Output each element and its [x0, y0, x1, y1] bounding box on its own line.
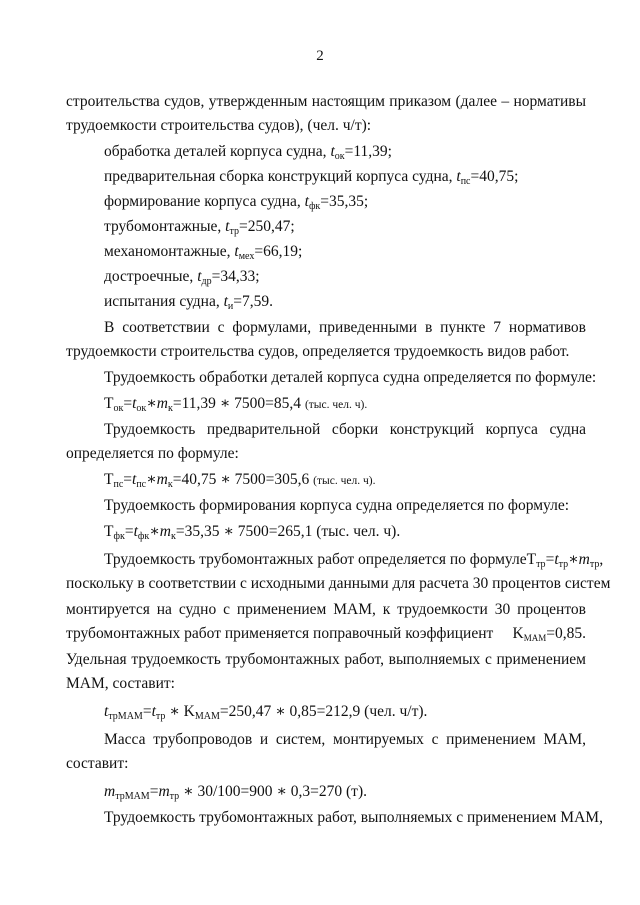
text-line: Трудоемкость обработки деталей корпуса судна определяется по формуле:	[104, 369, 597, 386]
text-line: трудоемкости строительства судов, определяется трудоемкость видов работ.	[66, 343, 570, 360]
text-line: монтируется на судно с применением МАМ, к трудоемкости 30 процентов	[66, 601, 586, 618]
text-line: Трудоемкость формирования корпуса судна определяется по формуле:	[104, 497, 570, 514]
page-number: 2	[316, 48, 324, 64]
text-line: МАМ, составит:	[66, 675, 175, 692]
formula: $Т_{пс}=t_{пс}∗m_к=40,75$ ∗ 7500=305,6 (тыс. чел. ч).	[104, 471, 376, 490]
formula: $m_{трМАМ}=m_{тр}$ ∗ 30/100=900 ∗ 0,3=270 (т).	[104, 783, 367, 802]
text-line: строительства судов, утвержденным настоящим приказом (далее – нормативы	[66, 93, 586, 110]
text-line: трубомонтажных работ применяется поправочный коэффициент $K_{МАМ}=0,85$.	[66, 625, 586, 643]
text-line: поскольку в соответствии с исходными данными для расчета 30 процентов систем	[66, 575, 611, 592]
list-item: механомонтажные, $t_{мех}=66,19$;	[104, 243, 303, 262]
text-line: определяется по формуле:	[66, 445, 239, 462]
text-line: Трудоемкость предварительной сборки конструкций корпуса судна	[104, 421, 586, 438]
list-item: испытания судна, $t_и=7,59$.	[104, 293, 274, 312]
text-line: Трудоемкость трубомонтажных работ, выполняемых с применением МАМ,	[104, 809, 603, 826]
text-line: Удельная трудоемкость трубомонтажных работ, выполняемых с применением	[66, 651, 586, 668]
list-item: обработка деталей корпуса судна, $t_{ок}=11,39$;	[104, 143, 392, 162]
formula: $Т_{ок}=t_{ок}∗m_к=11,39$ ∗ 7500=85,4 (тыс. чел. ч).	[104, 395, 368, 414]
list-item: формирование корпуса судна, $t_{фк}=35,35$;	[104, 193, 369, 212]
formula: $Т_{фк}=t_{фк}∗m_к=35,35$ ∗ 7500=265,1 (тыс. чел. ч).	[104, 523, 401, 542]
text-line: Трудоемкость трубомонтажных работ определяется по формуле $Т_{тр}=t_{тр}∗m_{тр}$,	[104, 551, 604, 570]
list-item: трубомонтажные, $t_{тр}=250,47$;	[104, 218, 295, 237]
text-line: трудоемкости строительства судов), (чел. ч/т):	[66, 117, 372, 134]
text-line: Масса трубопроводов и систем, монтируемых с применением МАМ,	[104, 731, 586, 748]
text-line: В соответствии с формулами, приведенными в пункте 7 нормативов	[104, 319, 586, 336]
list-item: достроечные, $t_{др}=34,33$;	[104, 268, 260, 287]
formula: $t_{трМАМ}=t_{тр}$ ∗ $K_{МАМ}=250,47$ ∗ 0,85=212,9 (чел. ч/т).	[104, 703, 428, 722]
list-item: предварительная сборка конструкций корпуса судна, $t_{пс}=40,75$;	[104, 168, 519, 187]
text-line: составит:	[66, 755, 129, 772]
